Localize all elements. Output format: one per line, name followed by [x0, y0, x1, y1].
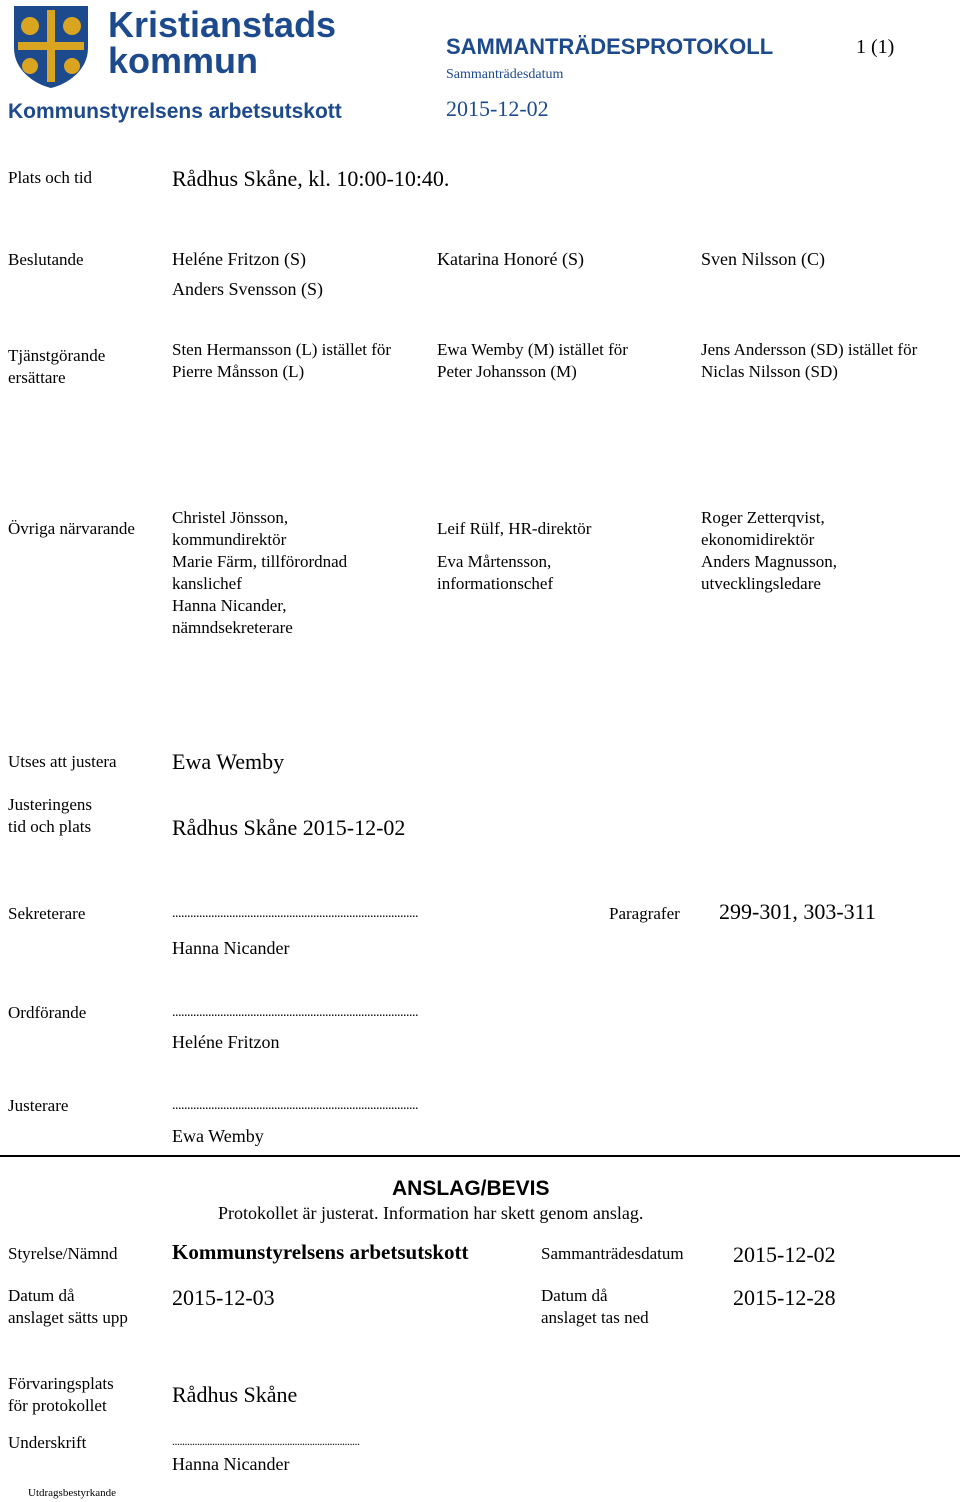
- others-entry: Roger Zetterqvist, ekonomidirektör: [701, 508, 825, 549]
- substitute-entry: Ewa Wemby (M) istället för Peter Johansson (M): [437, 340, 628, 381]
- others-entry: Hanna Nicander, nämndsekreterare: [172, 596, 293, 637]
- posted-value: 2015-12-03: [172, 1285, 275, 1310]
- adjuster-sign-name: Ewa Wemby: [172, 1126, 264, 1146]
- signature-line: ..................................................................................: [172, 1098, 418, 1113]
- secretary-label: Sekreterare: [8, 904, 86, 923]
- chair-label: Ordförande: [8, 1003, 87, 1022]
- adjuster-label: Utses att justera: [8, 752, 117, 771]
- storage-value: Rådhus Skåne: [172, 1382, 298, 1407]
- adjuster-value: Ewa Wemby: [172, 749, 285, 774]
- others-label: Övriga närvarande: [8, 519, 135, 538]
- others-entry: Christel Jönsson, kommundirektör: [172, 508, 289, 549]
- adjust-time-label: tid och plats: [8, 817, 92, 836]
- logo-wordmark-line2: kommun: [108, 40, 259, 81]
- adjust-time-label: Justeringens: [8, 795, 93, 814]
- others-entry: Eva Mårtensson, informationschef: [437, 552, 554, 593]
- section-divider: [0, 1155, 960, 1157]
- substitute-entry: Sten Hermansson (L) istället för Pierre Månsson (L): [172, 340, 392, 381]
- meeting-date-notice-value: 2015-12-02: [733, 1242, 836, 1267]
- signature-line: ..................................................................................: [172, 906, 418, 921]
- member-name: Sven Nilsson (C): [701, 249, 826, 269]
- coat-of-arms-icon: [10, 2, 92, 90]
- storage-label: för protokollet: [8, 1396, 107, 1415]
- posted-label: Datum då: [8, 1286, 75, 1305]
- meeting-date: 2015-12-02: [446, 96, 549, 121]
- place-label: Plats och tid: [8, 168, 93, 187]
- member-name: Anders Svensson (S): [172, 279, 323, 299]
- notice-subtitle: Protokollet är justerat. Information har skett genom anslag.: [218, 1203, 644, 1223]
- removed-label: Datum då: [541, 1286, 608, 1305]
- chair-name: Heléne Fritzon: [172, 1032, 280, 1052]
- others-entry: Marie Färm, tillförordnad kanslichef: [172, 552, 348, 593]
- meeting-date-notice-label: Sammanträdesdatum: [541, 1244, 684, 1263]
- place-value: Rådhus Skåne, kl. 10:00-10:40.: [172, 166, 450, 191]
- notice-title: ANSLAG/BEVIS: [392, 1177, 550, 1200]
- logo-wordmark: Kristianstads: [108, 4, 337, 45]
- others-entry: Anders Magnusson, utvecklingsledare: [701, 552, 837, 593]
- signature-line: ...........................................................................: [172, 1434, 360, 1448]
- posted-label: anslaget sätts upp: [8, 1308, 128, 1327]
- secretary-name: Hanna Nicander: [172, 938, 290, 958]
- member-name: Heléne Fritzon (S): [172, 249, 306, 269]
- footer-label: Utdragsbestyrkande: [28, 1487, 116, 1499]
- paragraphs-value: 299-301, 303-311: [719, 899, 876, 924]
- document-type: SAMMANTRÄDESPROTOKOLL: [446, 34, 774, 59]
- member-name: Katarina Honoré (S): [437, 249, 584, 269]
- removed-label: anslaget tas ned: [541, 1308, 649, 1327]
- adjust-time-value: Rådhus Skåne 2015-12-02: [172, 815, 406, 840]
- committee-name: Kommunstyrelsens arbetsutskott: [8, 100, 342, 123]
- page-number: 1 (1): [856, 36, 895, 58]
- members-label: Beslutande: [8, 250, 84, 269]
- others-entry: Leif Rülf, HR-direktör: [437, 519, 592, 538]
- substitute-entry: Jens Andersson (SD) istället för Niclas Nilsson (SD): [701, 340, 918, 381]
- paragraphs-label: Paragrafer: [609, 904, 680, 923]
- signature-line: ..................................................................................: [172, 1005, 418, 1020]
- board-label: Styrelse/Nämnd: [8, 1244, 118, 1263]
- signature-label: Underskrift: [8, 1433, 87, 1452]
- removed-value: 2015-12-28: [733, 1285, 836, 1310]
- board-value: Kommunstyrelsens arbetsutskott: [172, 1240, 469, 1264]
- meeting-date-label: Sammanträdesdatum: [446, 67, 564, 82]
- storage-label: Förvaringsplats: [8, 1374, 114, 1393]
- signature-name: Hanna Nicander: [172, 1454, 290, 1474]
- adjuster-sign-label: Justerare: [8, 1096, 69, 1115]
- substitutes-label: Tjänstgörande ersättare: [8, 346, 106, 387]
